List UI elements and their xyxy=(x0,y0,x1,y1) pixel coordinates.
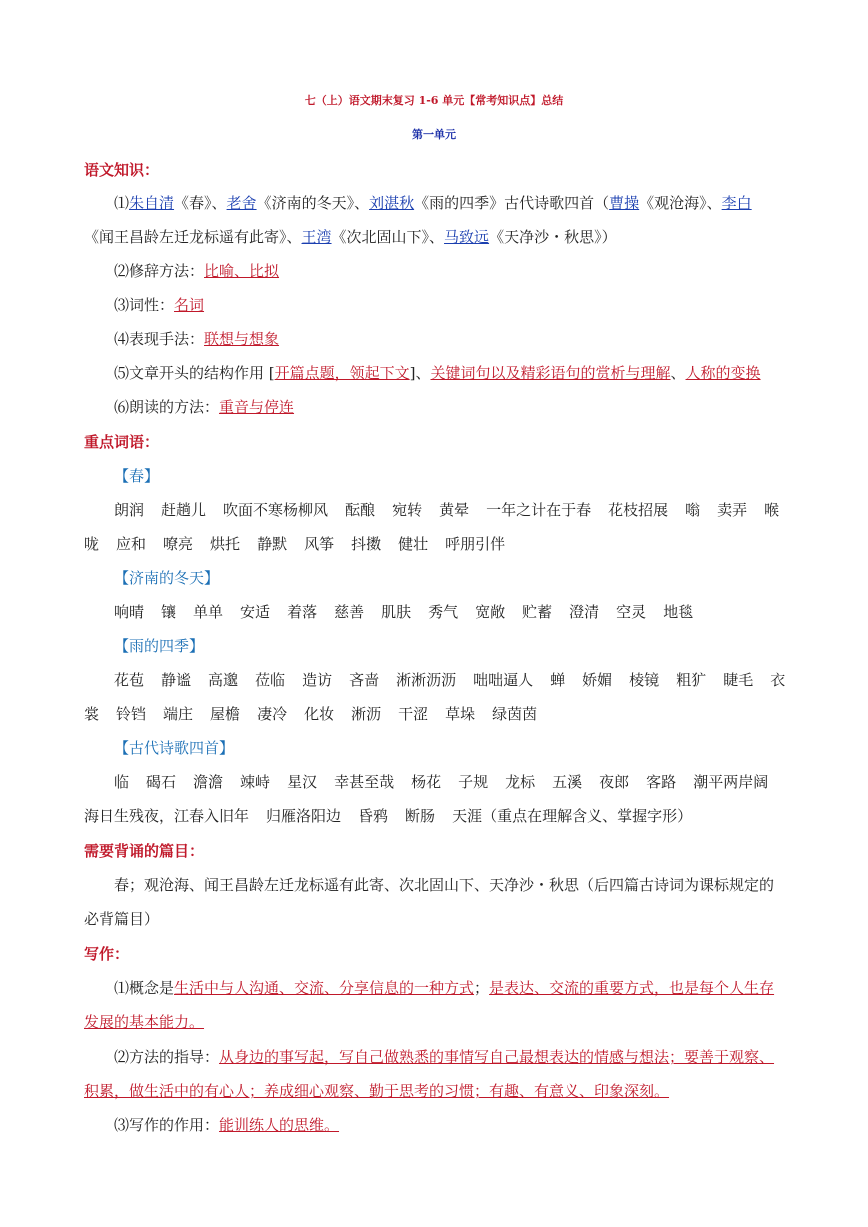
vocab-group-tag: 【雨的四季】 xyxy=(114,637,205,655)
author-link[interactable]: 李白 xyxy=(721,194,752,212)
vocab-words xyxy=(114,602,808,622)
answer-text: 是表达、交流的重要方式，也是每个人生存 xyxy=(489,979,775,997)
answer-text: 发展的基本能力。 xyxy=(84,1013,205,1031)
vocab-word: 应和 xyxy=(116,535,147,553)
vocab-word: 黄晕 xyxy=(439,501,470,519)
vocab-word: 夜郎 xyxy=(599,773,630,791)
section-heading-recitation: 需要背诵的篇目： xyxy=(84,842,205,860)
answer-text: 比喻、比拟 xyxy=(204,262,280,280)
recitation-text: 春；观沧海、闻王昌龄左迁龙标遥有此寄、次北固山下、天净沙・秋思（后四篇古诗词为课标规定的 xyxy=(114,876,775,894)
vocab-word: 端庄 xyxy=(163,705,194,723)
answer-text: 名词 xyxy=(174,296,205,314)
vocab-word: 龙标 xyxy=(505,773,536,791)
vocab-group-tag: 【春】 xyxy=(114,467,160,485)
knowledge-item-2: ⑵修辞方法：比喻、比拟 xyxy=(114,262,280,280)
answer-text: 重音与停连 xyxy=(219,398,295,416)
vocab-word: 花枝招展 xyxy=(608,501,669,519)
vocab-word: 子规 xyxy=(458,773,489,791)
vocab-words xyxy=(84,534,808,554)
knowledge-item-1-cont: 《闻王昌龄左迁龙标遥有此寄》、王湾《次北固山下》、马致远《天净沙・秋思》） xyxy=(84,228,617,246)
vocab-word: 花苞 xyxy=(114,671,145,689)
vocab-word: 澄清 xyxy=(569,603,600,621)
vocab-word: 吝啬 xyxy=(349,671,380,689)
vocab-word: 秀气 xyxy=(428,603,459,621)
vocab-word: 淅沥 xyxy=(351,705,382,723)
vocab-word: 裳 xyxy=(84,705,100,723)
author-link[interactable]: 马致远 xyxy=(444,228,490,246)
author-link[interactable]: 刘湛秋 xyxy=(369,194,415,212)
vocab-word: 空灵 xyxy=(616,603,647,621)
answer-text: 能训练人的思维。 xyxy=(219,1116,340,1134)
section-heading-knowledge: 语文知识： xyxy=(84,161,160,179)
vocab-word: 铃铛 xyxy=(116,705,147,723)
knowledge-item-6: ⑹朗读的方法：重音与停连 xyxy=(114,398,295,416)
vocab-word: 归雁洛阳边 xyxy=(266,807,342,825)
vocab-word: 着落 xyxy=(287,603,318,621)
vocab-word: 星汉 xyxy=(287,773,318,791)
vocab-word: 宽敞 xyxy=(475,603,506,621)
vocab-word: 睫毛 xyxy=(723,671,754,689)
vocab-word: 客路 xyxy=(646,773,677,791)
vocab-word: 风筝 xyxy=(304,535,335,553)
answer-text: 开篇点题，领起下文 xyxy=(274,364,410,382)
vocab-word: 幸甚至哉 xyxy=(334,773,395,791)
writing-item-2: ⑵方法的指导：从身边的事写起，写自己做熟悉的事情写自己最想表达的情感与想法；要善于观察、 xyxy=(114,1048,775,1066)
vocab-word: 咙 xyxy=(84,535,100,553)
vocab-word: 嗡 xyxy=(685,501,701,519)
vocab-word: 健壮 xyxy=(398,535,429,553)
vocab-word: 屋檐 xyxy=(210,705,241,723)
vocab-word: 凄冷 xyxy=(257,705,288,723)
vocab-word: 贮蓄 xyxy=(522,603,553,621)
vocab-words xyxy=(114,500,808,520)
vocab-word: 嘹亮 xyxy=(163,535,194,553)
vocab-word: 喉 xyxy=(764,501,780,519)
knowledge-item-5: ⑸文章开头的结构作用 [开篇点题，领起下文]、关键词句以及精彩语句的赏析与理解、人称的变换 xyxy=(114,364,761,382)
author-link[interactable]: 曹操 xyxy=(609,194,640,212)
vocab-word: 烘托 xyxy=(210,535,241,553)
answer-text: 生活中与人沟通、交流、分享信息的一种方式 xyxy=(174,979,475,997)
vocab-word: 澹澹 xyxy=(193,773,224,791)
vocab-word: 干涩 xyxy=(398,705,429,723)
vocab-word: 潮平两岸阔 xyxy=(693,773,769,791)
author-link[interactable]: 朱自清 xyxy=(129,194,175,212)
vocab-word: 慈善 xyxy=(334,603,365,621)
vocab-word: 海日生残夜，江春入旧年 xyxy=(84,807,250,825)
vocab-word: 化妆 xyxy=(304,705,335,723)
answer-text: 积累，做生活中的有心人；养成细心观察、勤于思考的习惯；有趣、有意义、印象深刻。 xyxy=(84,1082,670,1100)
vocab-word: 造访 xyxy=(302,671,333,689)
section-heading-writing: 写作： xyxy=(84,945,130,963)
vocab-word: 棱镜 xyxy=(629,671,660,689)
unit-title: 第一单元 xyxy=(412,128,456,141)
vocab-word: 杨花 xyxy=(411,773,442,791)
vocab-word: 吹面不寒杨柳风 xyxy=(223,501,329,519)
vocab-word: 安适 xyxy=(240,603,271,621)
answer-text: 从身边的事写起，写自己做熟悉的事情写自己最想表达的情感与想法；要善于观察、 xyxy=(219,1048,775,1066)
knowledge-item-3: ⑶词性：名词 xyxy=(114,296,205,314)
vocab-word: 地毯 xyxy=(663,603,694,621)
vocab-word: 娇媚 xyxy=(582,671,613,689)
knowledge-item-4: ⑷表现手法：联想与想象 xyxy=(114,330,280,348)
vocab-word: 朗润 xyxy=(114,501,145,519)
author-link[interactable]: 老舍 xyxy=(226,194,257,212)
knowledge-item-1: ⑴朱自清《春》、老舍《济南的冬天》、刘湛秋《雨的四季》古代诗歌四首（曹操《观沧海》、李白 xyxy=(114,194,752,212)
vocab-word: 镶 xyxy=(161,603,177,621)
writing-item-3: ⑶写作的作用：能训练人的思维。 xyxy=(114,1116,340,1134)
vocab-word: 碣石 xyxy=(146,773,177,791)
vocab-word: 粗犷 xyxy=(676,671,707,689)
document-title: 七（上）语文期末复习 1-6 单元【常考知识点】总结 xyxy=(304,94,564,107)
vocab-word: 呼朋引伴 xyxy=(445,535,506,553)
vocab-word: 天涯（重点在理解含义、掌握字形） xyxy=(452,807,693,825)
vocab-word: 卖弄 xyxy=(717,501,748,519)
writing-item-1-cont xyxy=(84,1012,808,1032)
vocab-word: 静谧 xyxy=(161,671,192,689)
answer-text: 联想与想象 xyxy=(204,330,280,348)
vocab-word: 衣 xyxy=(770,671,786,689)
vocab-word: 咄咄逼人 xyxy=(473,671,534,689)
answer-text: 关键词句以及精彩语句的赏析与理解 xyxy=(430,364,671,382)
vocab-words xyxy=(114,772,808,792)
vocab-word: 竦峙 xyxy=(240,773,271,791)
vocab-word: 淅淅沥沥 xyxy=(396,671,457,689)
answer-text: 人称的变换 xyxy=(685,364,761,382)
vocab-word: 一年之计在于春 xyxy=(486,501,592,519)
vocab-word: 临 xyxy=(114,773,130,791)
vocab-word: 高邈 xyxy=(208,671,239,689)
vocab-word: 酝酿 xyxy=(345,501,376,519)
vocab-word: 昏鸦 xyxy=(358,807,389,825)
vocab-word: 静默 xyxy=(257,535,288,553)
author-link[interactable]: 王湾 xyxy=(301,228,332,246)
vocab-word: 肌肤 xyxy=(381,603,412,621)
vocab-word: 响晴 xyxy=(114,603,145,621)
vocab-word: 蝉 xyxy=(550,671,566,689)
vocab-word: 绿茵茵 xyxy=(492,705,538,723)
vocab-word: 莅临 xyxy=(255,671,286,689)
vocab-words xyxy=(114,670,808,690)
section-heading-vocabulary: 重点词语： xyxy=(84,433,160,451)
vocab-word: 单单 xyxy=(193,603,224,621)
writing-item-1: ⑴概念是生活中与人沟通、交流、分享信息的一种方式；是表达、交流的重要方式，也是每个人生存 xyxy=(114,979,775,997)
vocab-group-tag: 【古代诗歌四首】 xyxy=(114,739,235,757)
vocab-word: 赶趟儿 xyxy=(161,501,207,519)
recitation-text-cont: 必背篇目） xyxy=(84,910,160,928)
writing-item-2-cont xyxy=(84,1081,808,1101)
vocab-group-tag: 【济南的冬天】 xyxy=(114,569,220,587)
vocab-word: 断肠 xyxy=(405,807,436,825)
vocab-word: 宛转 xyxy=(392,501,423,519)
vocab-word: 抖擞 xyxy=(351,535,382,553)
vocab-words xyxy=(84,806,808,826)
vocab-word: 草垛 xyxy=(445,705,476,723)
vocab-words xyxy=(84,704,808,724)
vocab-word: 五溪 xyxy=(552,773,583,791)
